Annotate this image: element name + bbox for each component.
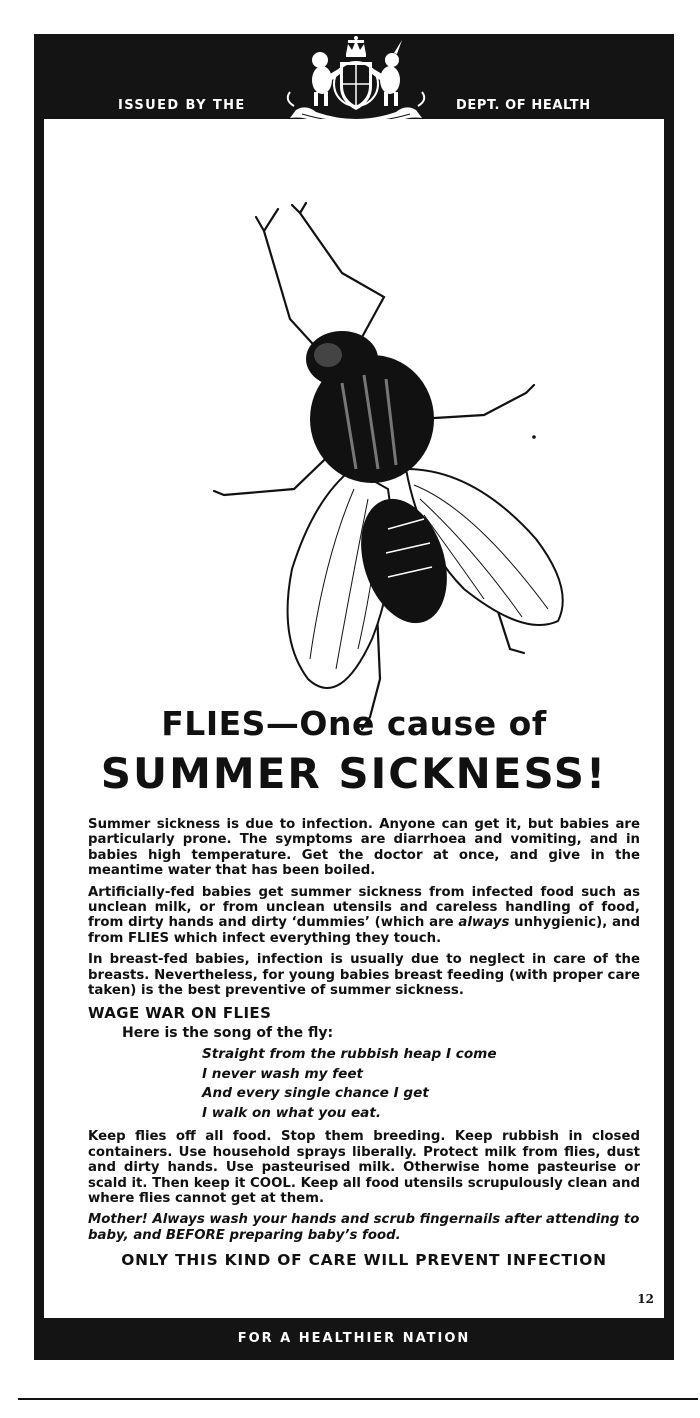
paragraph-breast-fed: In breast-fed babies, infection is usually due to neglect in care of the breasts. Nevertheless, for young babies breast feeding (with proper care taken) is the best preventive of summer sickness. [88, 952, 640, 999]
issued-by-text: ISSUED BY THE [118, 98, 246, 113]
paragraph-artificially-fed [88, 885, 640, 947]
paragraph-keep-flies-off: Keep flies off all food. Stop them breeding. Keep rubbish in closed containers. Use household sprays liberally. Protect milk from flies, dust and dirty hands. Use pasteurised milk. Otherwise home pasteurise or scald it. Then keep it COOL. Keep all food utensils scrupulously clean and where flies cannot get at them. [88, 1129, 640, 1206]
verse-line: Straight from the rubbish heap I come [202, 1046, 497, 1063]
verse-line: I walk on what you eat. [202, 1104, 382, 1121]
emphasis-always: always [458, 915, 510, 931]
page-divider [18, 1398, 698, 1400]
header-band [34, 34, 674, 119]
closing-statement: ONLY THIS KIND OF CARE WILL PREVENT INFECTION [121, 1251, 607, 1270]
content-panel [44, 119, 664, 1318]
headline-line-2: SUMMER SICKNESS! [100, 749, 608, 798]
paragraph-artificially-fed-text-1: Artificially-fed babies get summer sickness from infected food such as unclean milk, or from unclean utensils and careless handling of food, from dirty hands and dirty ‘dummies’ (which are [88, 884, 640, 931]
department-text: DEPT. OF HEALTH [456, 98, 591, 113]
paragraph-symptoms: Summer sickness is due to infection. Anyone can get it, but babies are particularly prone. The symptoms are diarrhoea and vomiting, and in babies high temperature. Get the doctor at once, and give in the meantime water that has been boiled. [88, 817, 640, 879]
health-poster [34, 34, 674, 1360]
footer-slogan: FOR A HEALTHIER NATION [237, 1331, 471, 1346]
housefly-icon [174, 169, 584, 739]
verse-line: I never wash my feet [202, 1065, 364, 1082]
song-intro: Here is the song of the fly: [122, 1024, 334, 1041]
section-heading: WAGE WAR ON FLIES [88, 1004, 272, 1023]
mother-note: Mother! Always wash your hands and scrub fingernails after attending to baby, and BEFORE preparing baby’s food. [88, 1212, 640, 1243]
body-copy [88, 817, 640, 1269]
royal-coat-of-arms-icon [276, 34, 436, 130]
headline-line-1: FLIES—One cause of [161, 704, 547, 743]
verse-line: And every single chance I get [202, 1085, 429, 1102]
paragraph-artificially-fed-text-2: unhygienic), and from FLIES which infect everything they touch. [88, 915, 640, 946]
page-number: 12 [637, 1292, 654, 1306]
footer-band [34, 1318, 674, 1360]
fly-song-verse [88, 1045, 640, 1123]
